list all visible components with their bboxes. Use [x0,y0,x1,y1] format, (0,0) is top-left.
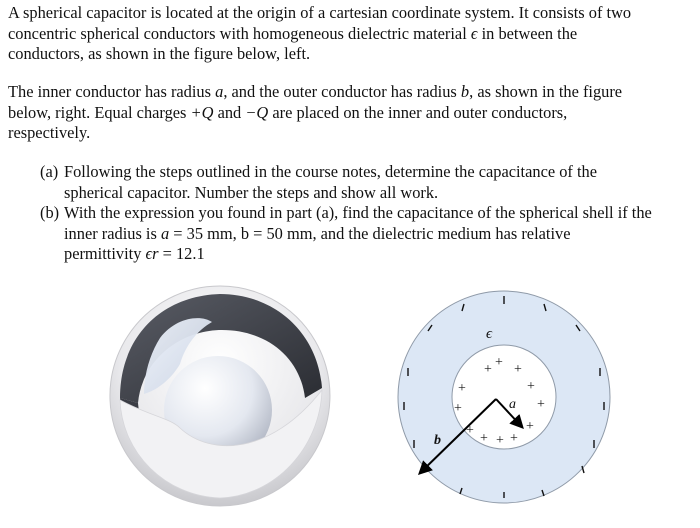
paragraph-problem-intro [8,3,694,65]
conductors-line-2b: are placed on the inner and outer conductors, [272,102,568,122]
epsilon-symbol: ϵ [470,23,478,43]
conductors-line-2a: below, right. Equal charges [8,102,187,122]
radius-a-symbol: a [215,82,224,101]
and-word: and [217,102,242,122]
conductors-line-3: respectively. [8,123,91,142]
plus-7: + [454,401,462,416]
radius-b-symbol: b [460,82,470,101]
plus-q-symbol: +Q [190,102,214,122]
paragraph-conductors [8,82,694,144]
minus-q-symbol: −Q [245,102,269,122]
plus-12: + [526,419,534,434]
part-b-label: (b) [40,203,60,222]
part-b-line-1: With the expression you found in part (a), find the capacitance of the spherical shell if the [64,203,652,222]
conductors-line-1c: , as shown in the figure [469,82,623,101]
plus-6: + [458,381,466,396]
capacitor-cross-section-figure [392,284,622,514]
conductors-line-1a: The inner conductor has radius [8,82,211,101]
intro-line-3: conductors, as shown in the figure below, left. [8,44,311,63]
part-b-line-2a: inner radius is [64,223,157,243]
plus-9: + [480,431,488,446]
plus-11: + [510,431,518,446]
part-a-line-2: spherical capacitor. Number the steps and show all work. [64,182,439,202]
conductors-line-1b: , and the outer conductor has radius [223,82,457,101]
part-b-line-3a: permittivity [64,244,142,263]
plus-4: + [527,379,535,394]
epsilon-label: ϵ [486,326,493,342]
plus-2: + [495,355,503,370]
epsilon-r-symbol: ϵr [145,244,159,263]
plus-1: + [484,362,492,377]
intro-line-1: A spherical capacitor is located at the origin of a cartesian coordinate system. It consists of two [8,3,632,22]
a-label: a [509,397,516,412]
intro-line-2a: concentric spherical conductors with homogeneous dielectric material [8,23,467,43]
part-a-line-1: Following the steps outlined in the course notes, determine the capacitance of the [64,162,597,181]
part-b-line-3b: = 12.1 [162,244,205,263]
plus-8: + [466,423,474,438]
b-label: b [434,433,441,448]
question-part-b [40,203,694,265]
plus-10: + [496,433,504,448]
plus-5: + [537,397,545,412]
spherical-capacitor-cutaway-figure [100,278,340,508]
part-b-a-symbol: a [160,223,170,243]
intro-line-2b: in between the [481,23,578,43]
part-b-line-2b: = 35 mm, b = 50 mm, and the dielectric medium has relative [173,223,571,243]
question-part-a [40,162,694,203]
plus-3: + [514,362,522,377]
part-a-label: (a) [40,162,59,181]
